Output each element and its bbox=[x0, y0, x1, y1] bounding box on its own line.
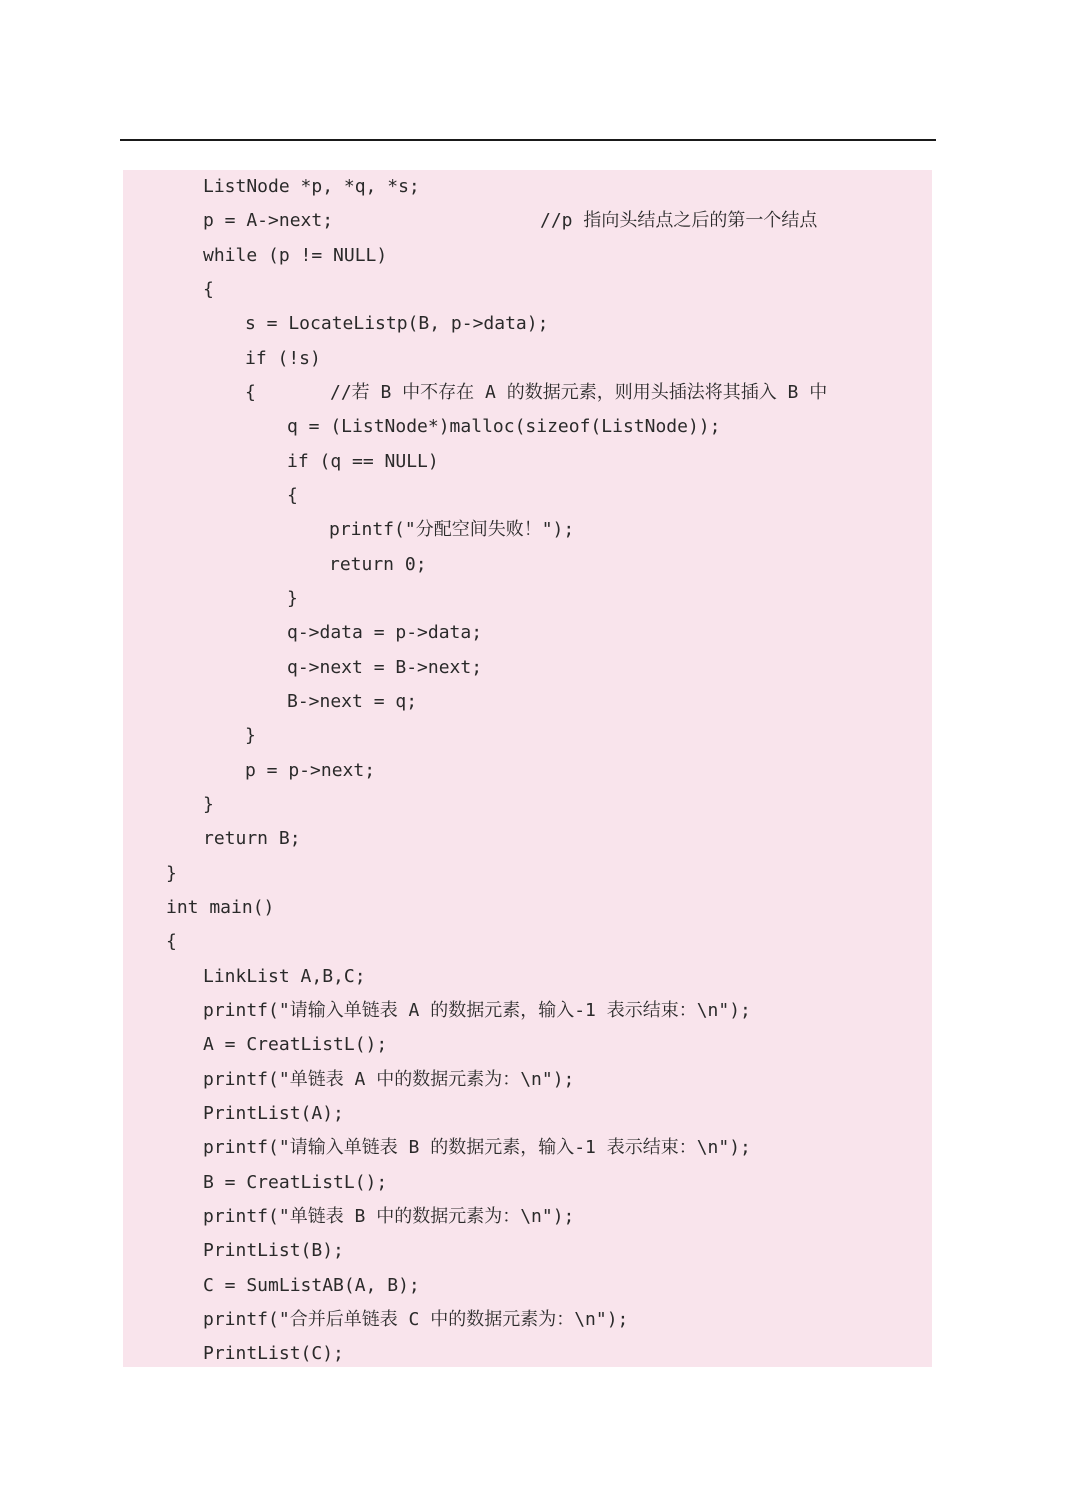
code-line: printf("合并后单链表 C 中的数据元素为：\n"); bbox=[203, 1308, 629, 1330]
code-line: printf("请输入单链表 B 的数据元素，输入-1 表示结束：\n"); bbox=[203, 1137, 751, 1159]
code-line: printf("单链表 B 中的数据元素为：\n"); bbox=[203, 1205, 575, 1227]
code-line: B = CreatListL(); bbox=[203, 1171, 388, 1193]
code-line: } bbox=[287, 587, 298, 609]
code-line: return 0; bbox=[329, 553, 427, 575]
code-comment: //p 指向头结点之后的第一个结点 bbox=[540, 210, 818, 232]
code-line: { bbox=[287, 484, 298, 506]
code-line: ListNode *p, *q, *s; bbox=[203, 176, 420, 197]
code-line: p = A->next; bbox=[203, 210, 334, 232]
code-line: PrintList(B); bbox=[203, 1240, 344, 1262]
code-line: A = CreatListL(); bbox=[203, 1034, 388, 1056]
code-line: } bbox=[166, 862, 177, 884]
code-line: } bbox=[245, 725, 256, 747]
code-line: PrintList(A); bbox=[203, 1102, 344, 1124]
code-line: return B; bbox=[203, 828, 301, 850]
top-rule bbox=[120, 139, 936, 141]
code-line: PrintList(C); bbox=[203, 1343, 344, 1365]
code-line: B->next = q; bbox=[287, 690, 418, 712]
code-line: while (p != NULL) bbox=[203, 244, 388, 266]
code-line: LinkList A,B,C; bbox=[203, 965, 366, 987]
code-line: printf("请输入单链表 A 的数据元素，输入-1 表示结束：\n"); bbox=[203, 999, 751, 1021]
code-line: int main() bbox=[166, 896, 275, 918]
code-line: if (q == NULL) bbox=[287, 450, 439, 472]
code-line: C = SumListAB(A, B); bbox=[203, 1274, 420, 1296]
code-line: { bbox=[166, 931, 177, 953]
code-line: q->next = B->next; bbox=[287, 656, 483, 678]
code-line: q = (ListNode*)malloc(sizeof(ListNode)); bbox=[287, 416, 721, 438]
code-line: q->data = p->data; bbox=[287, 622, 483, 644]
code-line: if (!s) bbox=[245, 347, 321, 369]
code-line: { bbox=[203, 278, 214, 300]
code-comment: //若 B 中不存在 A 的数据元素，则用头插法将其插入 B 中 bbox=[330, 381, 828, 403]
code-line: s = LocateListp(B, p->data); bbox=[245, 313, 549, 335]
code-line: } bbox=[203, 793, 214, 815]
code-line: printf("单链表 A 中的数据元素为：\n"); bbox=[203, 1068, 575, 1090]
code-block bbox=[123, 170, 932, 1367]
code-line: { bbox=[245, 381, 256, 403]
code-line: p = p->next; bbox=[245, 759, 376, 781]
code-line: printf("分配空间失败！"); bbox=[329, 519, 575, 541]
